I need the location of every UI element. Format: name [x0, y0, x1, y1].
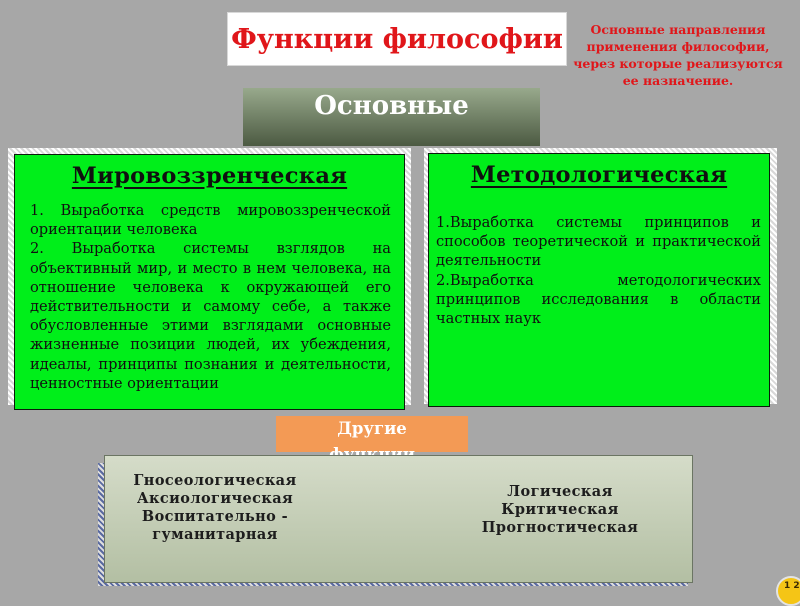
other-functions-button[interactable]: Другие [276, 416, 468, 452]
methodology-heading: Методологическая [470, 162, 728, 188]
list-item: Логическая [507, 483, 613, 500]
slide-note: Основные направления применения философии, через которые реализуются ее назначение. [573, 22, 783, 88]
other-functions-left-list [125, 472, 305, 544]
other-functions-panel [104, 455, 693, 583]
list-item: Прогностическая [481, 519, 639, 536]
main-functions-banner: Основные [243, 88, 540, 146]
list-item: Аксиологическая [136, 490, 294, 507]
methodology-text: 1.Выработка системы принципов и способов теоретической и практической деятельности 2.Выработка методологических принципов исследования в области частных наук [436, 214, 761, 328]
slide-title-text: Функции философии [231, 23, 563, 55]
other-functions-right-list [455, 483, 665, 537]
worldview-text: 1. Выработка средств мировоззренческой ориентации человека 2. Выработка системы взглядов на объективный мир, и место в нем человека, на отношение человека к окружающей его действительности и самому себе, а также обусловленные этими взглядами основные жизненные позиции людей, их убеждения, идеалы, принципы познания и деятельности, ценностные ориентации [30, 202, 391, 392]
nav-arrow-icon: 1 2 [784, 581, 800, 591]
worldview-heading: Мировоззренческая [71, 163, 348, 189]
slide-title [227, 12, 567, 66]
worldview-panel [14, 154, 405, 410]
list-item: Воспитательно - гуманитарная [141, 508, 289, 543]
list-item: Критическая [501, 501, 619, 518]
nav-button[interactable] [776, 576, 800, 606]
list-item: Гносеологическая [133, 472, 297, 489]
methodology-panel [428, 153, 770, 407]
